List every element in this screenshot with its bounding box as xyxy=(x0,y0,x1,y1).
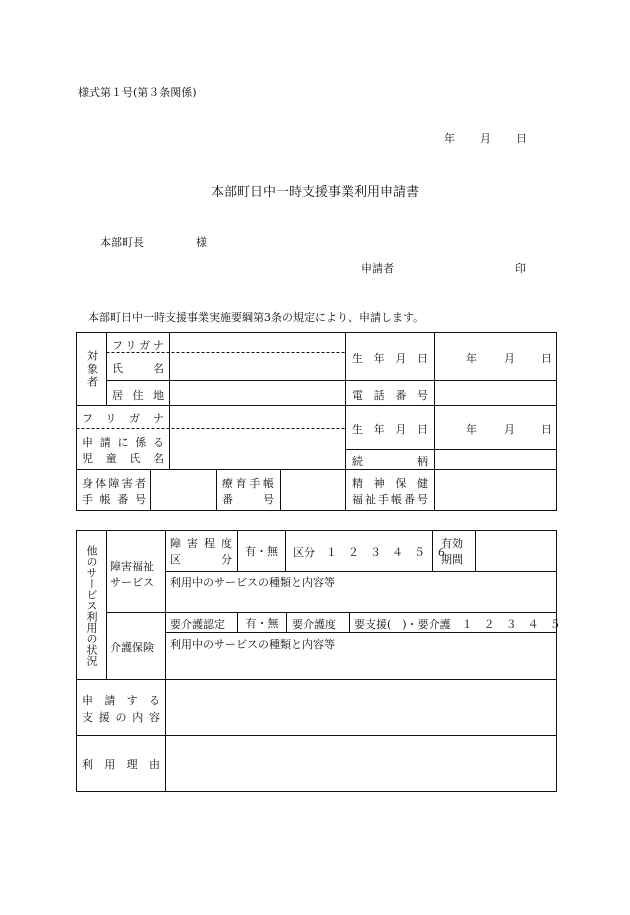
address-label-text: 居住地 xyxy=(112,389,164,402)
care-yes-no[interactable]: 有・無 xyxy=(245,616,279,630)
relation-label-text: 続柄 xyxy=(352,455,428,468)
subject-label xyxy=(77,333,106,405)
ryoiku-label-1 xyxy=(222,475,274,491)
child-label-2 xyxy=(82,450,164,466)
furigana2-label-text: フリガナ xyxy=(82,412,164,425)
disability-book-label-1 xyxy=(82,475,146,491)
furigana2-label xyxy=(82,410,164,426)
birth-day-1: 日 xyxy=(541,352,552,365)
address-label xyxy=(112,387,164,403)
child-label-1-text: 申請に係る xyxy=(82,436,164,449)
phone-label-text: 電話番号 xyxy=(352,389,428,402)
applicant-label: 申請者 xyxy=(361,262,394,275)
birth-month-2: 月 xyxy=(504,423,515,436)
other-services-label-text: 他のサービス利用の状況 xyxy=(85,544,98,666)
furigana-label xyxy=(112,337,164,353)
addressee-name: 本部町長 xyxy=(100,236,144,249)
care-levels-selector[interactable]: 要支援( )・要介護 １ ２ ３ ４ ５ xyxy=(354,618,561,631)
degree-label-2-text: 区 分 xyxy=(170,553,232,566)
request-label-2 xyxy=(82,709,160,725)
disability-book-label-2 xyxy=(82,491,146,507)
form-number: 様式第１号(第３条関係) xyxy=(78,86,197,99)
name-label-text: 氏 名 xyxy=(112,362,164,375)
care-cert-label: 要介護認定 xyxy=(170,618,225,631)
category-selector[interactable]: 区分 １ ２ ３ ４ ５ ６ xyxy=(293,546,447,559)
validity-label-1: 有効 xyxy=(441,537,463,550)
validity-label-2: 期間 xyxy=(441,553,463,566)
degree-label-1-text: 障害程度 xyxy=(170,537,232,550)
subject-label-text: 対象者 xyxy=(85,349,99,389)
date-day-label: 日 xyxy=(516,132,527,145)
degree-label-2 xyxy=(170,551,232,567)
welfare-label-2: サービス xyxy=(110,576,154,589)
reason-label-text: 利用理由 xyxy=(82,758,160,771)
birth-label-2-text: 生年月日 xyxy=(352,423,428,436)
welfare-services-in-use: 利用中のサービスの種類と内容等 xyxy=(170,576,335,589)
child-label-2-text: 児童氏名 xyxy=(82,452,164,465)
birth-year-1: 年 xyxy=(466,352,477,365)
ryoiku-label-2 xyxy=(222,491,274,507)
phone-label xyxy=(352,387,428,403)
request-label-1-text: 申請する xyxy=(82,694,160,707)
seal-mark: 印 xyxy=(515,262,526,275)
care-degree-label: 要介護度 xyxy=(292,618,336,631)
intro-sentence: 本部町日中一時支援事業実施要綱第3条の規定により、申請します。 xyxy=(88,311,425,324)
date-month-label: 月 xyxy=(480,132,491,145)
birth-day-2: 日 xyxy=(541,423,552,436)
other-services-label xyxy=(77,531,106,679)
child-label-1 xyxy=(82,434,164,450)
care-services-in-use: 利用中のサービスの種類と内容等 xyxy=(170,638,335,651)
ryoiku-label-2-text: 番 号 xyxy=(222,493,274,506)
birth-label-text: 生年月日 xyxy=(352,352,428,365)
document-title: 本部町日中一時支援事業利用申請書 xyxy=(210,185,419,200)
welfare-label-1: 障害福祉 xyxy=(110,560,154,573)
date-year-label: 年 xyxy=(444,132,455,145)
request-label-2-text: 支援の内容 xyxy=(82,711,160,724)
name-label xyxy=(112,360,164,376)
relation-label xyxy=(352,453,428,469)
birth-year-2: 年 xyxy=(466,423,477,436)
ryoiku-label-1-text: 療育手帳 xyxy=(222,477,274,490)
care-insurance-label: 介護保険 xyxy=(110,641,154,654)
birth-month-1: 月 xyxy=(504,352,515,365)
mental-label-1 xyxy=(352,475,428,491)
degree-label-1 xyxy=(170,535,232,551)
birth-label-2 xyxy=(352,421,428,437)
mental-label-2 xyxy=(352,491,428,507)
reason-label xyxy=(82,756,160,772)
addressee-honorific: 様 xyxy=(196,236,207,249)
welfare-yes-no[interactable]: 有・無 xyxy=(245,545,278,558)
furigana-label-text: フリガナ xyxy=(112,339,164,352)
mental-label-2-text: 福祉手帳番号 xyxy=(352,493,428,506)
birth-label xyxy=(352,350,428,366)
disability-book-label-2-text: 手帳番号 xyxy=(82,493,146,506)
mental-label-1-text: 精神保健 xyxy=(352,477,428,490)
disability-book-label-1-text: 身体障害者 xyxy=(82,477,146,490)
request-label-1 xyxy=(82,692,160,708)
